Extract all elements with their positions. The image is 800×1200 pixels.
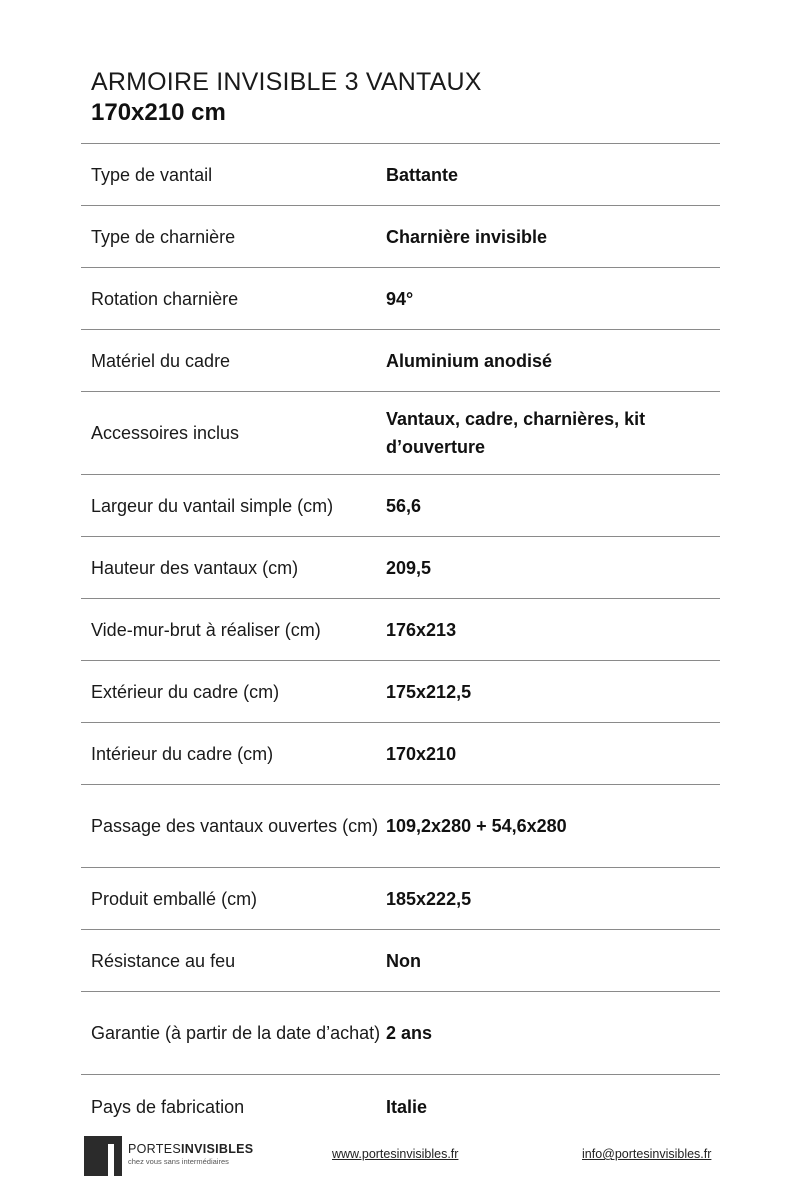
- document-footer: [0, 1130, 800, 1180]
- spec-label: Hauteur des vantaux (cm): [91, 557, 299, 578]
- spec-value: Vantaux, cadre, charnières, kit d’ouverture: [386, 409, 646, 457]
- spec-label: Garantie (à partir de la date d’achat): [91, 1023, 381, 1043]
- spec-value: Italie: [386, 1097, 428, 1117]
- spec-value: 109,2x280 + 54,6x280: [386, 816, 567, 836]
- spec-label: Produit emballé (cm): [91, 888, 258, 909]
- spec-label: Vide-mur-brut à réaliser (cm): [91, 619, 321, 640]
- spec-row-hauteur: [81, 537, 720, 599]
- spec-value: 209,5: [386, 557, 432, 578]
- spec-label: Rotation charnière: [91, 288, 239, 309]
- spec-label: Type de charnière: [91, 226, 236, 247]
- spec-value: Charnière invisible: [386, 226, 548, 247]
- product-dimensions: 170x210 cm: [91, 99, 226, 126]
- spec-value: 175x212,5: [386, 681, 472, 702]
- spec-value: 185x222,5: [386, 888, 472, 909]
- spec-row-materiel: [81, 330, 720, 392]
- spec-value: Battante: [386, 164, 459, 185]
- spec-table: [81, 143, 720, 1139]
- spec-row-rotation: [81, 268, 720, 330]
- spec-row-interieur: [81, 723, 720, 785]
- website-link[interactable]: www.portesinvisibles.fr: [332, 1147, 459, 1161]
- spec-value: 56,6: [386, 495, 422, 516]
- spec-row-passage: [81, 785, 720, 868]
- spec-row-garantie: [81, 992, 720, 1075]
- spec-value: 94°: [386, 288, 414, 309]
- email-link[interactable]: info@portesinvisibles.fr: [582, 1147, 712, 1161]
- spec-row-emballe: [81, 868, 720, 930]
- spec-row-largeur: [81, 475, 720, 537]
- logo-name: [128, 1142, 253, 1156]
- spec-label: Extérieur du cadre (cm): [91, 681, 280, 702]
- logo-text: [128, 1136, 253, 1167]
- logo-name-bold: INVISIBLES: [180, 1142, 254, 1156]
- spec-value: Aluminium anodisé: [386, 350, 553, 371]
- document-header: [91, 66, 482, 128]
- spec-label: Intérieur du cadre (cm): [91, 743, 274, 764]
- spec-label: Matériel du cadre: [91, 350, 231, 371]
- spec-label: Résistance au feu: [91, 950, 236, 971]
- spec-value: 170x210: [386, 743, 457, 764]
- product-title: ARMOIRE INVISIBLE 3 VANTAUX: [91, 68, 482, 96]
- spec-row-vide-mur: [81, 599, 720, 661]
- spec-label: Largeur du vantail simple (cm): [91, 495, 334, 516]
- spec-label: Passage des vantaux ouvertes (cm): [91, 816, 379, 836]
- spec-label: Type de vantail: [91, 164, 213, 185]
- door-logo-icon: [84, 1136, 122, 1176]
- brand-logo: [84, 1136, 253, 1176]
- spec-row-feu: [81, 930, 720, 992]
- spec-label: Pays de fabrication: [91, 1097, 245, 1117]
- logo-tagline: chez vous sans intermédiaires: [128, 1157, 229, 1166]
- spec-label: Accessoires inclus: [91, 423, 240, 443]
- spec-row-accessoires: [81, 392, 720, 475]
- spec-row-type-vantail: [81, 144, 720, 206]
- spec-row-type-charniere: [81, 206, 720, 268]
- spec-value: 176x213: [386, 619, 457, 640]
- spec-value: 2 ans: [386, 1023, 433, 1043]
- spec-value: Non: [386, 950, 421, 971]
- logo-name-light: PORTES: [128, 1142, 181, 1156]
- spec-row-exterieur: [81, 661, 720, 723]
